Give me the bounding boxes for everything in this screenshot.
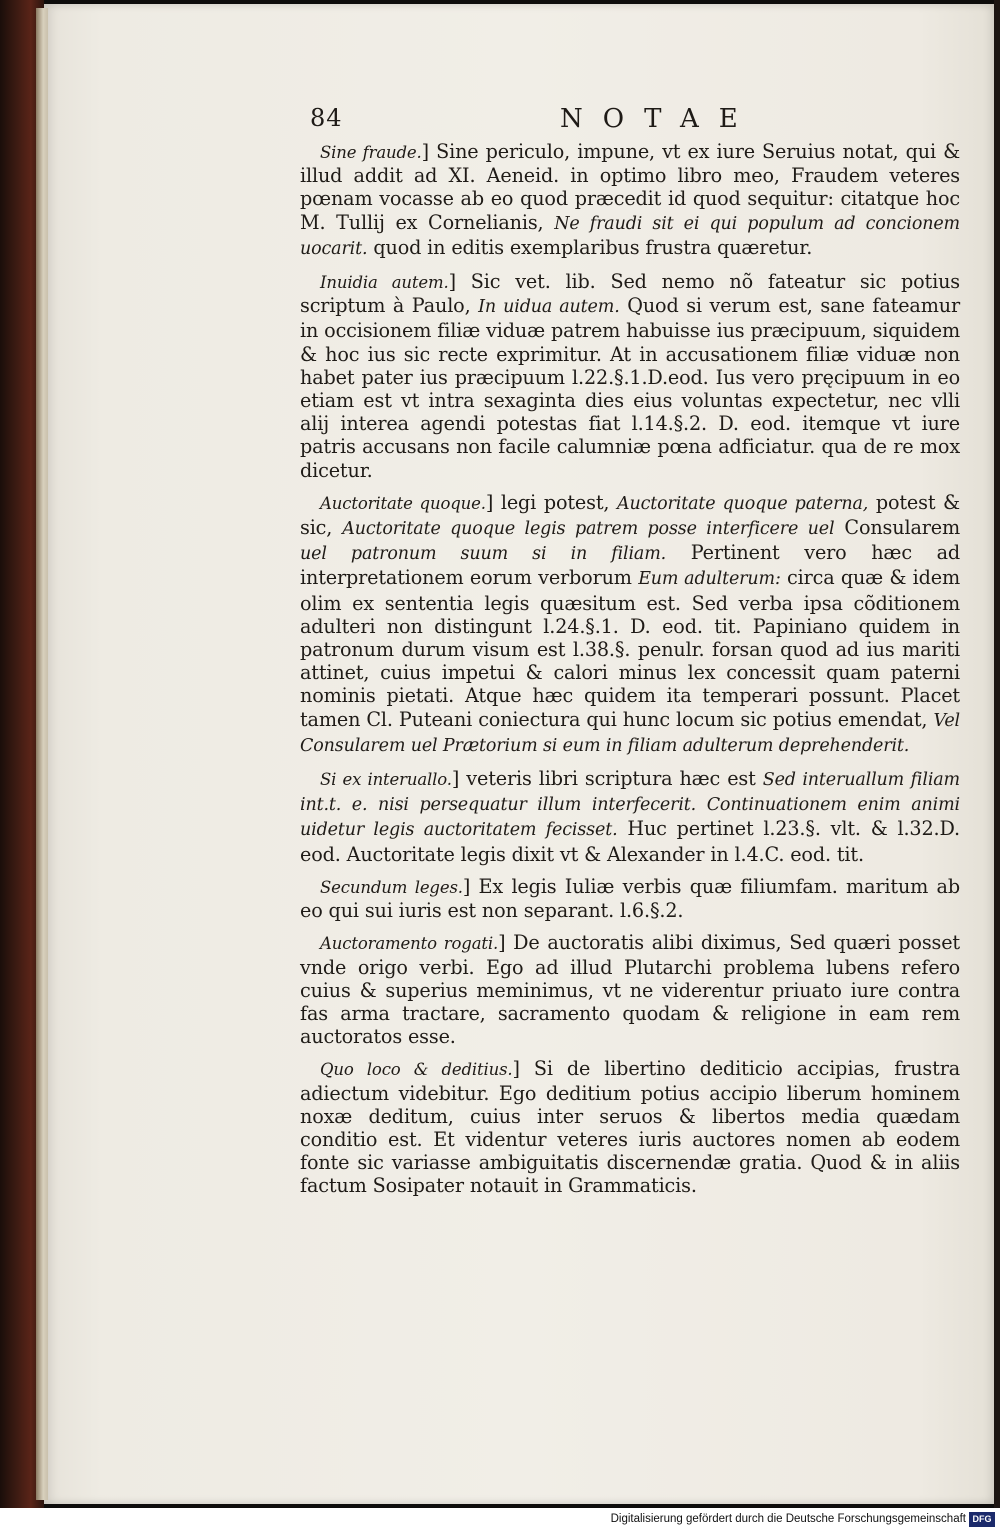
note-text: ] Sic vet. lib. Sed nemo nõ fateatur sic potius scriptum à Paulo, <box>300 270 960 318</box>
quoted-text: In uidua autem. <box>478 297 620 318</box>
note-lemma: Sine fraude. <box>320 143 422 162</box>
quoted-text: Sed interuallum filiam int.t. e. nisi persequatur illum interfecerit. Continuationem enim animi uidetur legis auctoritatem fecisset. <box>300 770 961 841</box>
quoted-text: uel patronum suum si in filiam. <box>300 544 667 565</box>
scan-border <box>994 0 1000 1508</box>
note-text: Consularem <box>834 516 961 540</box>
note-paragraph <box>300 875 960 922</box>
running-title: NOTAE <box>560 104 758 134</box>
note-text: Huc pertinet l.23.§. vlt. & l.32.D. eod. Auctoritate legis dixit vt & Alexander in l.4.C. eod. tit. <box>300 817 960 866</box>
note-text: ] Ex legis Iuliæ verbis quæ filiumfam. maritum ab eo qui sui iuris est non separant. l.6.§.2. <box>300 874 960 923</box>
note-paragraph <box>300 270 960 482</box>
note-text: ] De auctoratis alibi diximus, Sed quæri posset vnde origo verbi. Ego ad illud Plutarchi problema lubens refero cuius & superius meminimus, vt ne viderentur priuato iure contra fas arma tractare, sacramento quodam & religione in eam rem auctoratos esse. <box>300 931 960 1049</box>
note-lemma: Secundum leges. <box>320 877 463 897</box>
running-head <box>310 104 758 136</box>
quoted-text: Auctoritate quoque legis patrem posse interficere uel <box>342 519 835 540</box>
digitization-footer <box>0 1508 1000 1532</box>
note-text: circa quæ & idem olim ex sententia legis quæsitum est. Sed verba ipsa cõditionem adulteri non distingunt l.24.§.1. D. eod. tit. Papiniano quidem in patronum durum visum est l.38.§. penulr. forsan quod ad ius mariti attinet, cuius impetui & calori minus lex concessit quam paterni nominis pietati. Atque hæc quidem ita temperari possunt. Placet tamen Cl. Puteani coniectura qui hunc locum sic potius emendat, <box>300 566 960 731</box>
note-text: potest & sic, <box>300 490 960 540</box>
note-text: Quod si verum est, sane fateamur in occisionem filiæ viduæ patrem habuisse ius præcipuum, siquidem & hoc ius sic recte exprimitur. At in accusationem filiæ viduæ non habet pater ius præcipuum l.22.§.1.D.eod. Ius vero pręcipuum in eo etiam est vt intra sexaginta dies eius voluntas expectetur, nec vlli alij interea agendi potestas fiat l.14.§.2. D. eod. itemque vt iure patris accusans non facile calumniæ pœna adficiatur. qua de re mox dicetur. <box>300 294 960 482</box>
page-number: 84 <box>310 104 343 132</box>
note-text: Pertinent vero hæc ad interpretationem eorum verborum <box>300 541 960 590</box>
funding-credit: Digitalisierung gefördert durch die Deutsche Forschungsgemeinschaft <box>610 1513 966 1525</box>
note-lemma: Si ex interuallo. <box>320 770 452 790</box>
note-text: ] legi potest, <box>485 490 618 514</box>
quoted-text: Auctoritate quoque paterna, <box>617 493 869 514</box>
note-paragraph <box>300 491 960 758</box>
note-paragraph <box>300 1057 960 1197</box>
quoted-text: Eum adulterum: <box>638 569 781 590</box>
note-paragraph <box>300 140 960 261</box>
notes-text-block <box>300 140 960 1207</box>
note-lemma: Inuidia autem. <box>320 273 449 293</box>
note-lemma: Auctoritate quoque. <box>320 493 486 513</box>
note-paragraph <box>300 931 960 1048</box>
note-text: quod in editis exemplaribus frustra quæretur. <box>367 235 813 259</box>
quoted-text: Ne fraudi sit ei qui populum ad concionem uocarit. <box>300 213 960 259</box>
note-text: ] Si de libertino dediticio accipias, frustra adiectum videbitur. Ego deditium potius accipio liberum hominem noxæ deditum, cuius inter seruos & libertos media quædam conditio est. Et videntur veteres iuris auctores nomen ab eodem fonte sic variasse ambiguitatis discernendæ gratia. Quod & in aliis factum Sosipater notauit in Grammaticis. <box>300 1057 961 1198</box>
note-paragraph <box>300 767 960 866</box>
dfg-logo: DFG <box>969 1512 995 1527</box>
note-lemma: Quo loco & deditius. <box>320 1060 513 1080</box>
note-lemma: Auctoramento rogati. <box>320 934 499 954</box>
note-text: ] Sine periculo, impune, vt ex iure Seruius notat, qui & illud addit ad XI. Aeneid. in optimo libro meo, Fraudem veteres pœnam vocasse ab eo quod præcedit id quod sequitur: citatque hoc M. Tullij ex Cornelianis, <box>300 140 960 234</box>
quoted-text: Vel Consularem uel Prætorium si eum in filiam adulterum deprehenderit. <box>300 710 960 756</box>
page-edge <box>36 8 48 1500</box>
note-text: ] veteris libri scriptura hæc est <box>451 767 763 791</box>
